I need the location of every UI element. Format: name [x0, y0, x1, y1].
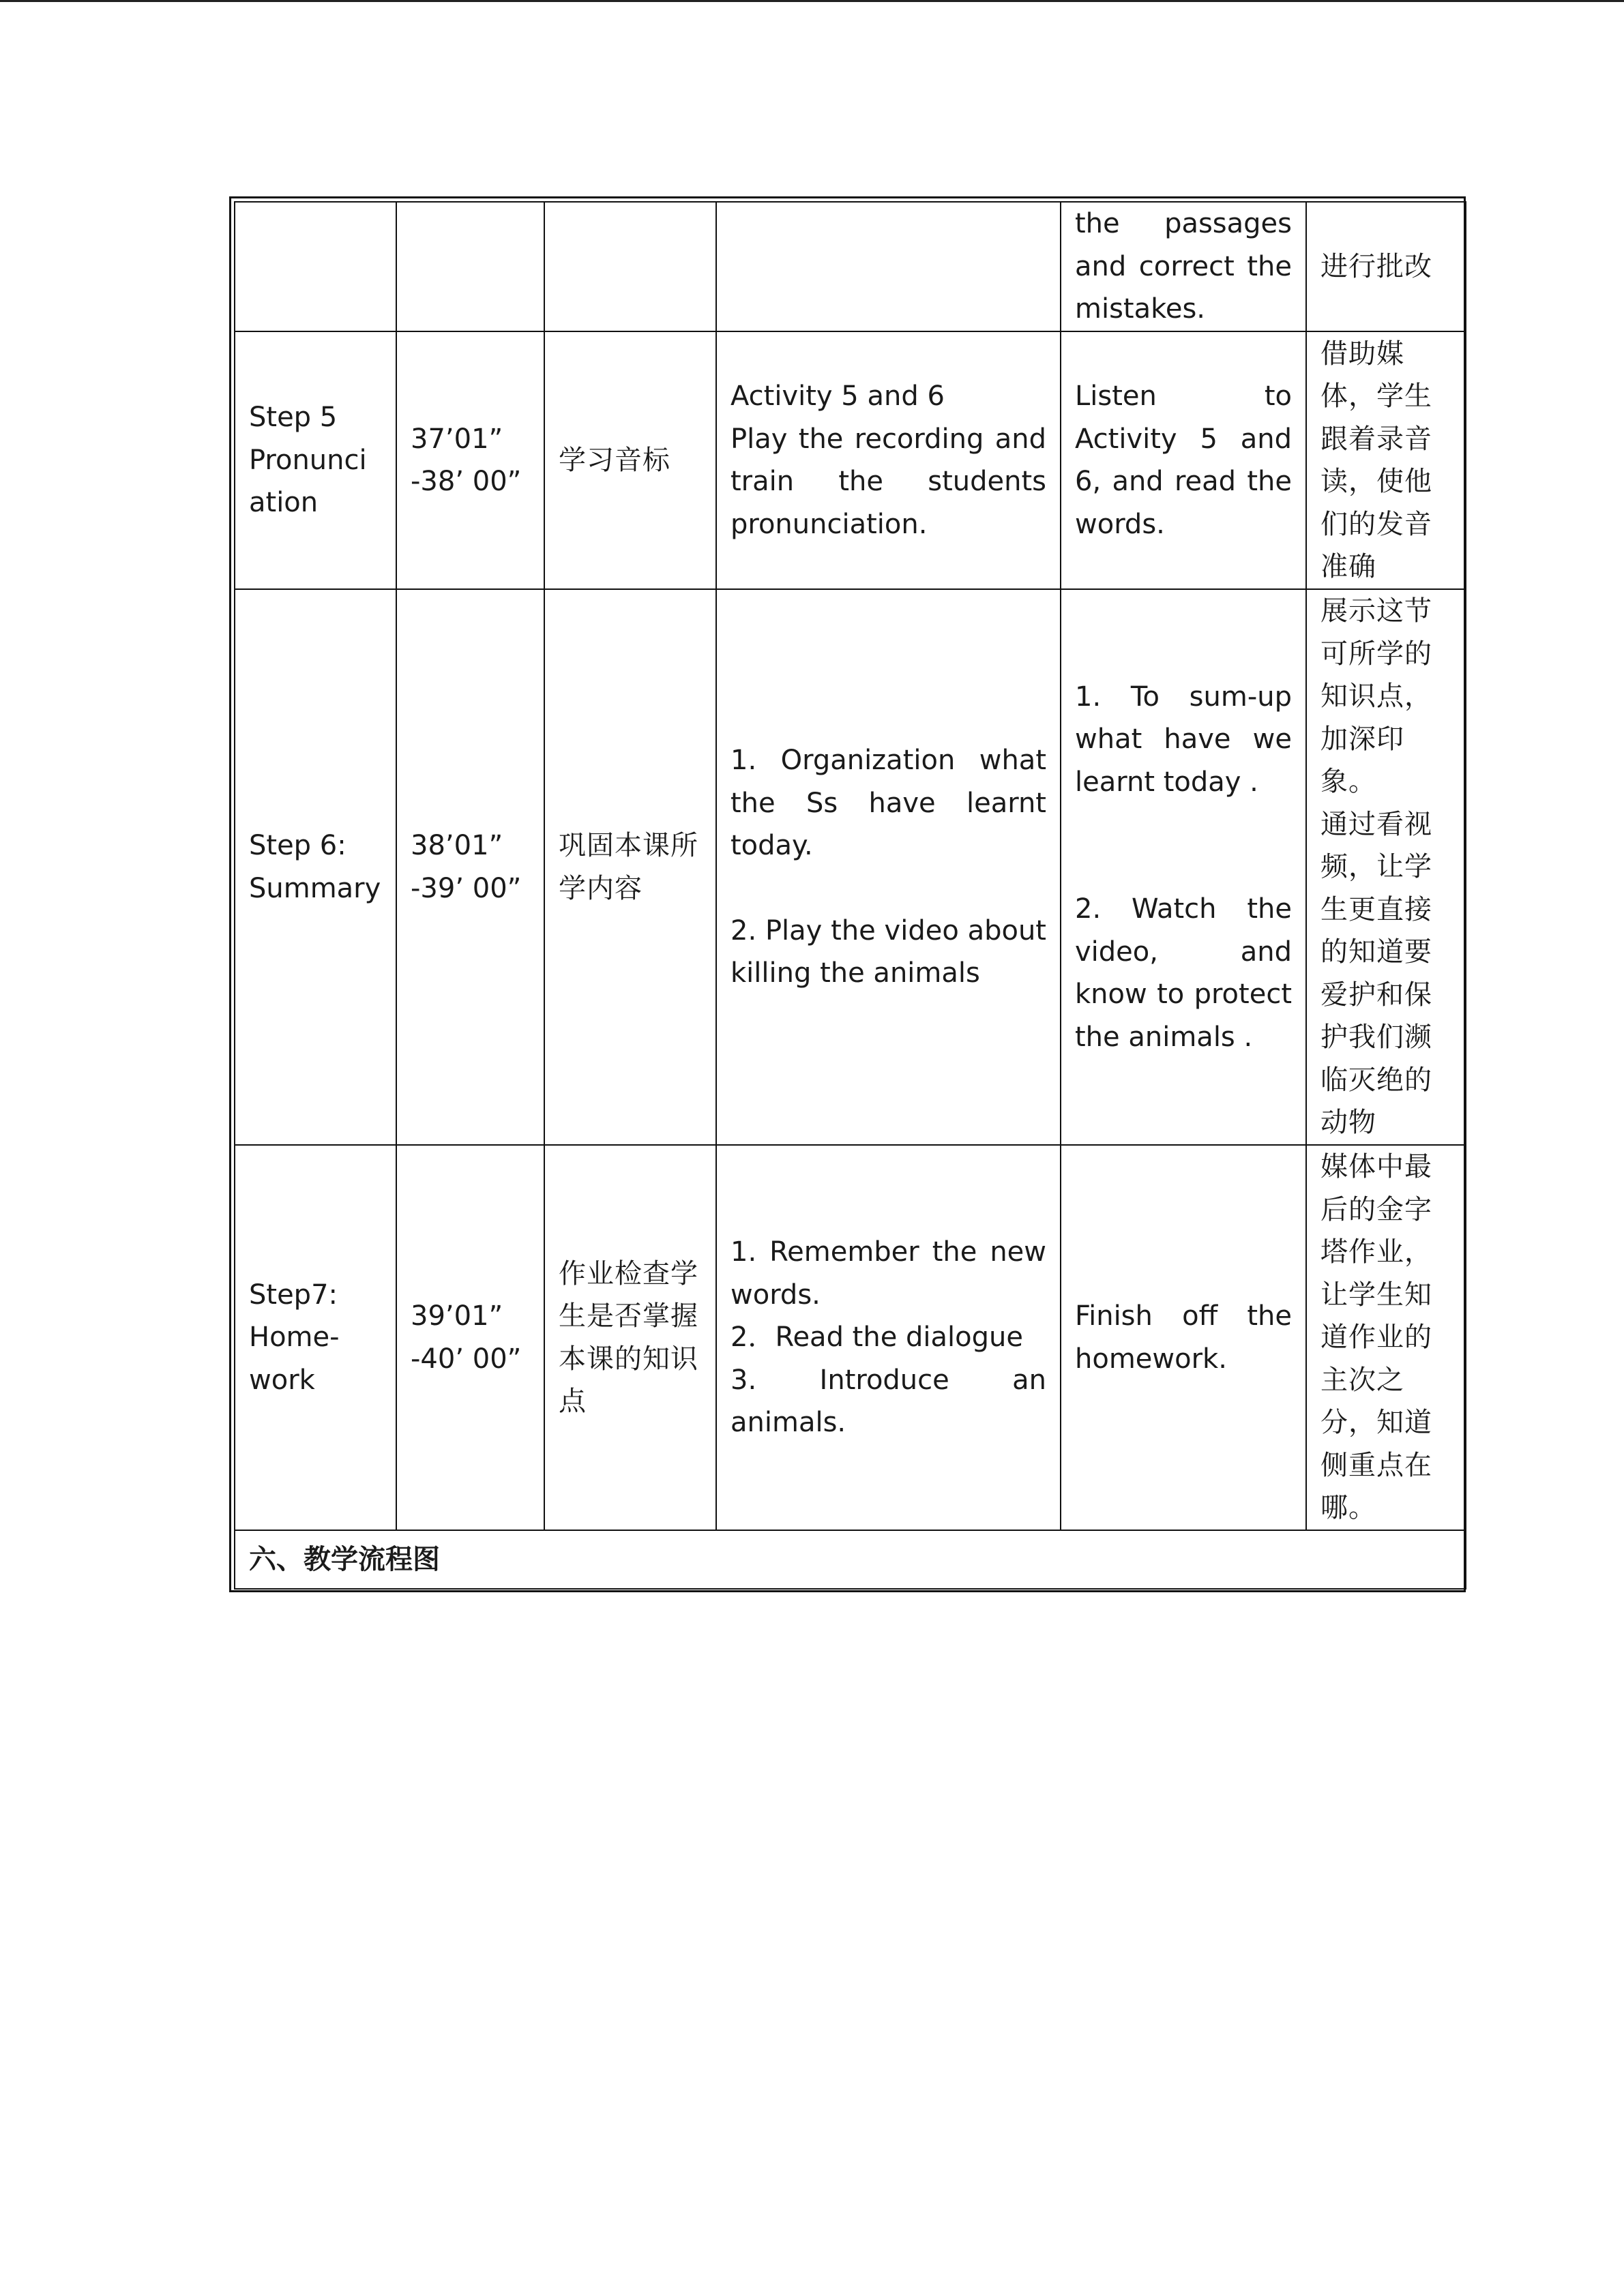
time-cell: 39’01” -40’ 00”	[396, 1145, 544, 1530]
purpose-cell: 进行批改	[1306, 202, 1466, 331]
goal-cell: 学习音标	[544, 331, 716, 589]
teacher-line: Play the recording and train the students pronunciation.	[730, 423, 1046, 540]
step-cell: Step 5 Pronunciation	[235, 331, 396, 589]
student-activity-cell: Finish off the homework.	[1061, 1145, 1306, 1530]
teacher-line: Activity 5 and 6	[730, 381, 945, 412]
table-row	[235, 331, 1466, 589]
purpose-cell: 借助媒体，学生跟着录音读，使他们的发音准确	[1306, 331, 1466, 589]
teacher-activity-cell	[716, 589, 1061, 1145]
teacher-activity-cell	[716, 1145, 1061, 1530]
purpose-cell: 媒体中最后的金字塔作业，让学生知道作业的主次之分，知道侧重点在哪。	[1306, 1145, 1466, 1530]
step-cell	[235, 202, 396, 331]
purpose-line: 展示这节可所学的知识点，加深印象。	[1320, 595, 1432, 798]
lesson-plan-table-frame	[229, 196, 1466, 1592]
student-line: 1. To sum-up what have we learnt today .	[1075, 681, 1292, 798]
step-cell: Step7: Home-work	[235, 1145, 396, 1530]
student-activity-cell	[1061, 589, 1306, 1145]
table-row	[235, 589, 1466, 1145]
table-row	[235, 1145, 1466, 1530]
page-top-border	[0, 0, 1624, 2]
teacher-activity-cell	[716, 331, 1061, 589]
goal-cell	[544, 202, 716, 331]
table-row	[235, 202, 1466, 331]
student-line: 2. Watch the video, and know to protect the animals .	[1075, 893, 1292, 1053]
teacher-line: 3. Introduce an animals.	[730, 1364, 1046, 1439]
teacher-line: 2．Read the dialogue	[730, 1322, 1023, 1354]
step-cell: Step 6: Summary	[235, 589, 396, 1145]
purpose-cell	[1306, 589, 1466, 1145]
time-cell: 38’01” -39’ 00”	[396, 589, 544, 1145]
teacher-line: 1. Organization what the Ss have learnt today.	[730, 745, 1046, 862]
goal-cell: 巩固本课所学内容	[544, 589, 716, 1145]
time-cell: 37’01” -38’ 00”	[396, 331, 544, 589]
student-activity-cell: Listen to Activity 5 and 6, and read the words.	[1061, 331, 1306, 589]
teacher-line: 2. Play the video about killing the animals	[730, 914, 1046, 989]
teacher-line: 1. Remember the new words.	[730, 1236, 1046, 1311]
purpose-line: 通过看视频，让学生更直接的知道要爱护和保护我们濒临灭绝的动物	[1320, 808, 1432, 1139]
goal-cell: 作业检查学生是否掌握本课的知识点	[544, 1145, 716, 1530]
student-activity-cell: the passages and correct the mistakes.	[1061, 202, 1306, 331]
teacher-activity-cell	[716, 202, 1061, 331]
spacer	[730, 867, 1046, 910]
time-cell	[396, 202, 544, 331]
table-row	[235, 1530, 1466, 1589]
section-heading: 六、教学流程图	[235, 1530, 1466, 1589]
spacer	[1075, 846, 1292, 888]
spacer	[1075, 803, 1292, 846]
lesson-plan-table	[234, 201, 1466, 1590]
